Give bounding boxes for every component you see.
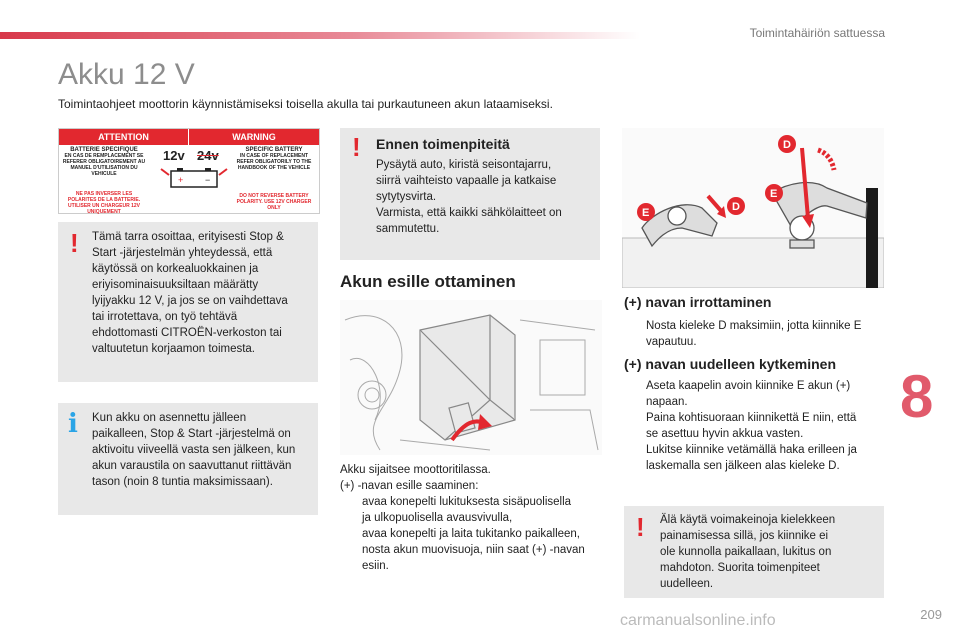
engine-bay-drawing <box>340 300 602 455</box>
list-item: Paina kohtisuoraan kiinnikettä E niin, että se asettuu hyvin akkua vasten. <box>646 412 857 440</box>
sticker-en-replace: IN CASE OF REPLACEMENT REFER OBLIGATORILY TO THE HANDBOOK OF THE VEHICLE <box>236 153 312 171</box>
list-item: avaa konepelti lukituksesta sisäpuolisella ja ulkopuolisella avausvivulla, <box>362 496 572 524</box>
before-heading: Ennen toimenpiteitä <box>376 136 510 152</box>
reconnect-steps <box>624 378 886 474</box>
caution-note-text: Älä käytä voimakeinoja kielekkeen painamisessa sillä, jos kiinnike ei ole kunnolla paikallaan, lukitus on mahdoton. Suorita toimenpiteet uudelleen. <box>660 514 836 590</box>
watermark: carmanualsonline.info <box>620 612 776 629</box>
engine-bay-illustration <box>340 300 602 455</box>
info-icon: i <box>68 409 78 439</box>
callout-d-left: D <box>732 201 740 213</box>
sticker-en-specific: SPECIFIC BATTERY <box>245 147 303 153</box>
removal-steps <box>340 494 602 574</box>
voltage-12v: 12v <box>163 148 185 163</box>
sticker-fr-replace: EN CAS DE REMPLACEMENT SE REFERER OBLIGATOIREMENT AU MANUEL D'UTILISATION DU VEHICULE <box>62 153 146 177</box>
removal-intro: Akku sijaitsee moottoritilassa. (+) -navan esille saaminen: <box>340 464 491 492</box>
sticker-fr-specific: BATTERIE SPECIFIQUE <box>70 147 138 153</box>
disconnect-heading: (+) navan irrottaminen <box>624 294 772 310</box>
page-subtitle: Toimintaohjeet moottorin käynnistämiseksi toisella akulla tai purkautuneen akun lataamiseksi. <box>58 97 553 111</box>
section-title: Toimintahäiriön sattuessa <box>749 26 885 40</box>
before-text: Pysäytä auto, kiristä seisontajarru, siirrä vaihteisto vapaalle ja katkaise sytytysvirta. Varmista, että kaikki sähkölaitteet on sammutettu. <box>376 159 562 235</box>
sticker-en-polarity: DO NOT REVERSE BATTERY POLARITY. USE 12V CHARGER ONLY <box>236 193 312 211</box>
callout-d-right: D <box>783 139 791 151</box>
exclamation-icon: ! <box>352 132 361 162</box>
reconnect-heading: (+) navan uudelleen kytkeminen <box>624 356 837 372</box>
warning-note-box <box>58 222 318 382</box>
svg-text:+: + <box>178 175 184 185</box>
info-note-box <box>58 403 318 515</box>
list-item: Nosta kieleke D maksimiin, jotta kiinnike E vapautuu. <box>646 320 862 348</box>
top-accent-bar <box>0 32 640 39</box>
sticker-attention: ATTENTION <box>59 129 188 145</box>
terminal-illustration <box>622 128 884 288</box>
before-procedures-box <box>340 128 600 260</box>
callout-e-left: E <box>642 207 650 219</box>
svg-text:−: − <box>205 175 211 185</box>
sticker-fr-polarity: NE PAS INVERSER LES POLARITES DE LA BATTERIE. UTILISER UN CHARGEUR 12V UNIQUEMENT <box>67 191 141 215</box>
chapter-number: 8 <box>900 363 934 430</box>
list-item: Aseta kaapelin avoin kiinnike E akun (+) napaan. <box>646 380 851 408</box>
battery-warning-sticker <box>58 128 320 214</box>
exclamation-icon: ! <box>70 228 79 258</box>
exclamation-icon: ! <box>636 512 645 542</box>
list-item: nosta akun muovisuoja, niin saat (+) -navan esiin. <box>362 544 585 572</box>
info-note-text: Kun akku on asennettu jälleen paikalleen, Stop & Start -järjestelmä on aktivoitu viiveellä vasta sen jälkeen, kun akun varaustila on saavuttanut riittävän tason (noin 8 tuntia maksimissaan). <box>92 412 296 488</box>
disconnect-steps <box>624 318 886 350</box>
removal-heading: Akun esille ottaminen <box>340 272 516 291</box>
page-number: 209 <box>920 607 942 622</box>
page-title: Akku 12 V <box>58 58 195 91</box>
list-item: avaa konepelti ja laita tukitanko paikalleen, <box>362 528 581 540</box>
list-item: Lukitse kiinnike vetämällä haka erilleen ja laskemalla sen jälkeen alas kieleke D. <box>646 444 857 472</box>
callout-e-right: E <box>770 188 778 200</box>
terminal-drawing <box>622 128 884 288</box>
voltage-24v: 24v <box>197 148 219 163</box>
battery-diagram-icon <box>159 165 229 189</box>
warning-note-text: Tämä tarra osoittaa, erityisesti Stop & Start -järjestelmän yhteydessä, että käytössä on korkealuokkainen ja eriyisominaisuuksiltaan määrätty lyijyakku 12 V, ja jos se on vaihdettava tai irrotettava, on työ tehtävä ehdottomasti CITROËN-verkoston tai valtuutetun korjaamon toimesta. <box>92 231 288 355</box>
sticker-warning: WARNING <box>189 129 319 145</box>
caution-note-box <box>624 506 884 598</box>
